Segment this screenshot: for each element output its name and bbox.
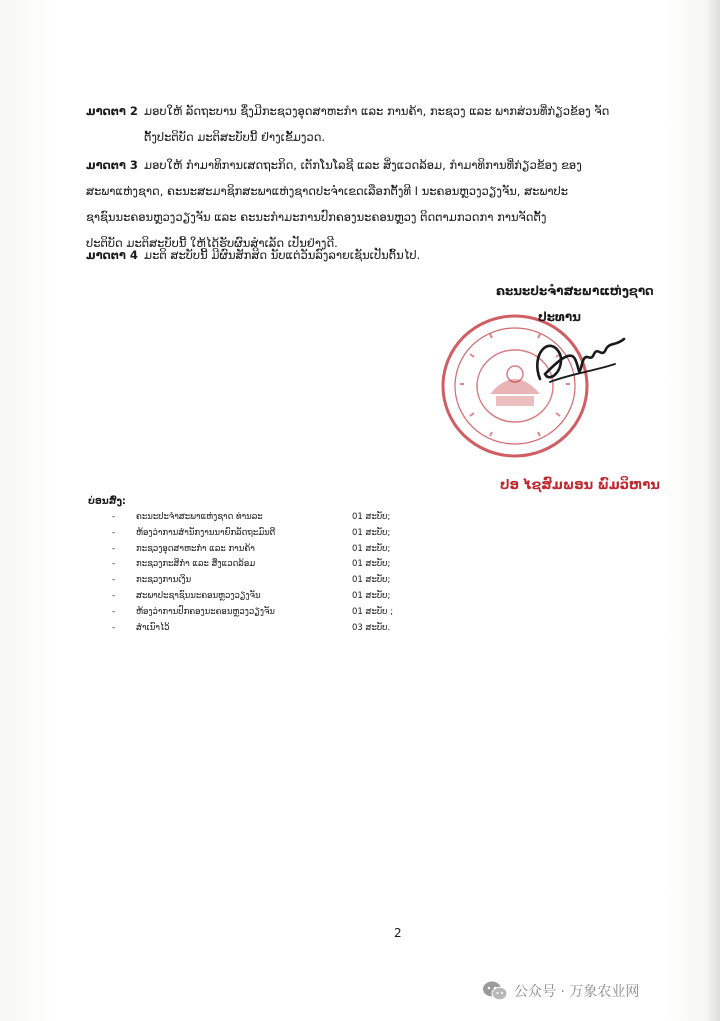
list-item	[112, 622, 412, 638]
article-3	[86, 152, 686, 256]
list-bullet: -	[112, 622, 116, 633]
list-bullet: -	[112, 559, 116, 570]
list-item	[112, 527, 412, 543]
list-item	[112, 606, 412, 622]
list-bullet: -	[112, 575, 116, 586]
article-text	[144, 98, 686, 150]
article-4	[86, 242, 686, 268]
list-item	[112, 543, 412, 559]
copy-count: 01 ສະບັບ;	[352, 575, 391, 586]
distribution-list	[112, 511, 412, 637]
recipient: ກະຊວງກະສິກໍາ ແລະ ສິ່ງແວດລ້ອມ	[136, 559, 256, 570]
recipient: ກະຊວງອຸດສາຫະກໍາ ແລະ ການຄ້າ	[136, 543, 255, 554]
list-bullet: -	[112, 590, 116, 601]
copy-count: 01 ສະບັບ;	[352, 590, 391, 601]
recipient: ຄະນະປະຈໍາສະພາແຫ່ງຊາດ ທ່ານລະ	[136, 512, 263, 522]
article-number: ມາດຕາ 2	[86, 104, 138, 118]
wechat-icon	[482, 980, 508, 1002]
copy-count: 01 ສະບັບ;	[352, 512, 391, 522]
page-number: 2	[394, 926, 402, 940]
recipient: ສະພາປະຊາຊົນນະຄອນຫຼວງວຽງຈັນ	[136, 590, 261, 601]
copy-count: 01 ສະບັບ;	[352, 527, 391, 538]
watermark	[482, 979, 639, 1003]
article-2	[86, 98, 686, 150]
article-line: ມະຕິ ສະບັບນີ້ ມີຜົນສັກສິດ ນັບແຕ່ວັນລົງລາຍເຊັນເປັນຕົ້ນໄປ.	[144, 248, 421, 262]
list-item	[112, 511, 412, 527]
signer-name: ປອ ໄຊສົມພອນ ພົມວິຫານ	[500, 478, 660, 493]
article-line: ສະພາແຫ່ງຊາດ, ຄະນະສະມາຊິກສະພາແຫ່ງຊາດປະຈໍາເຂດເລືອກຕັ້ງທີ I ນະຄອນຫຼວງວຽງຈັນ, ສະພາປະ	[86, 184, 569, 198]
list-bullet: -	[112, 512, 116, 522]
copy-count: 03 ສະບັບ.	[352, 622, 391, 633]
watermark-text: 公众号 · 万象农业网	[514, 984, 640, 1000]
article-line: ມອບໃຫ້ ກໍາມາທິການເສດຖະກິດ, ເຕັກໂນໂລຊີ ແລະ ສິ່ງແວດລ້ອມ, ກໍາມາທິການທີ່ກ່ຽວຂ້ອງ ຂອງ	[144, 158, 582, 172]
article-line: ຕັ້ງປະຕິບັດ ມະຕິສະບັບນີ້ ຢ່າງເຂັ້ມງວດ.	[144, 130, 326, 144]
recipient: ກະຊວງການເງິນ	[136, 575, 192, 586]
signatory-role: ປະທານ	[538, 310, 581, 324]
distribution-label: ບ່ອນສົ່ງ:	[88, 496, 126, 507]
list-bullet: -	[112, 527, 116, 538]
article-line: ຊາຊົນນະຄອນຫຼວງວຽງຈັນ ແລະ ຄະນະກໍາມະການປົກຄອງນະຄອນຫຼວງ ຕິດຕາມກວດກາ ການຈັດຕັ້ງ	[86, 210, 547, 224]
list-item	[112, 558, 412, 574]
article-number: ມາດຕາ 4	[86, 248, 138, 262]
copy-count: 01 ສະບັບ;	[352, 543, 391, 554]
article-line: ມອບໃຫ້ ລັດຖະບານ ຊຶ່ງມີກະຊວງອຸດສາຫະກໍາ ແລະ ການຄ້າ, ກະຊວງ ແລະ ພາກສ່ວນທີ່ກ່ຽວຂ້ອງ ຈັດ	[144, 104, 610, 118]
signatory-body: ຄະນະປະຈໍາສະພາແຫ່ງຊາດ	[496, 284, 654, 298]
recipient: ສໍາເນົາໄວ້	[136, 622, 170, 633]
copy-count: 01 ສະບັບ ;	[352, 606, 394, 617]
list-bullet: -	[112, 606, 116, 617]
list-bullet: -	[112, 543, 116, 554]
list-item	[112, 590, 412, 606]
article-line: ປະຕິບັດ ມະຕິສະບັບນີ້ ໃຫ້ໄດ້ຮັບຜົນສໍາເລັດ ເປັນຢ່າງດີ.	[86, 236, 338, 250]
page-edge-shadow	[706, 0, 720, 1021]
article-text	[144, 242, 686, 268]
signature-block	[430, 280, 710, 500]
list-item	[112, 574, 412, 590]
article-number: ມາດຕາ 3	[86, 158, 138, 172]
recipient: ຫ້ອງວ່າການສໍານັກງານນາຍົກລັດຖະມົນຕີ	[136, 527, 276, 538]
recipient: ຫ້ອງວ່າການປົກຄອງນະຄອນຫຼວງວຽງຈັນ	[136, 606, 275, 617]
signature-scribble	[520, 324, 630, 394]
copy-count: 01 ສະບັບ;	[352, 559, 391, 570]
